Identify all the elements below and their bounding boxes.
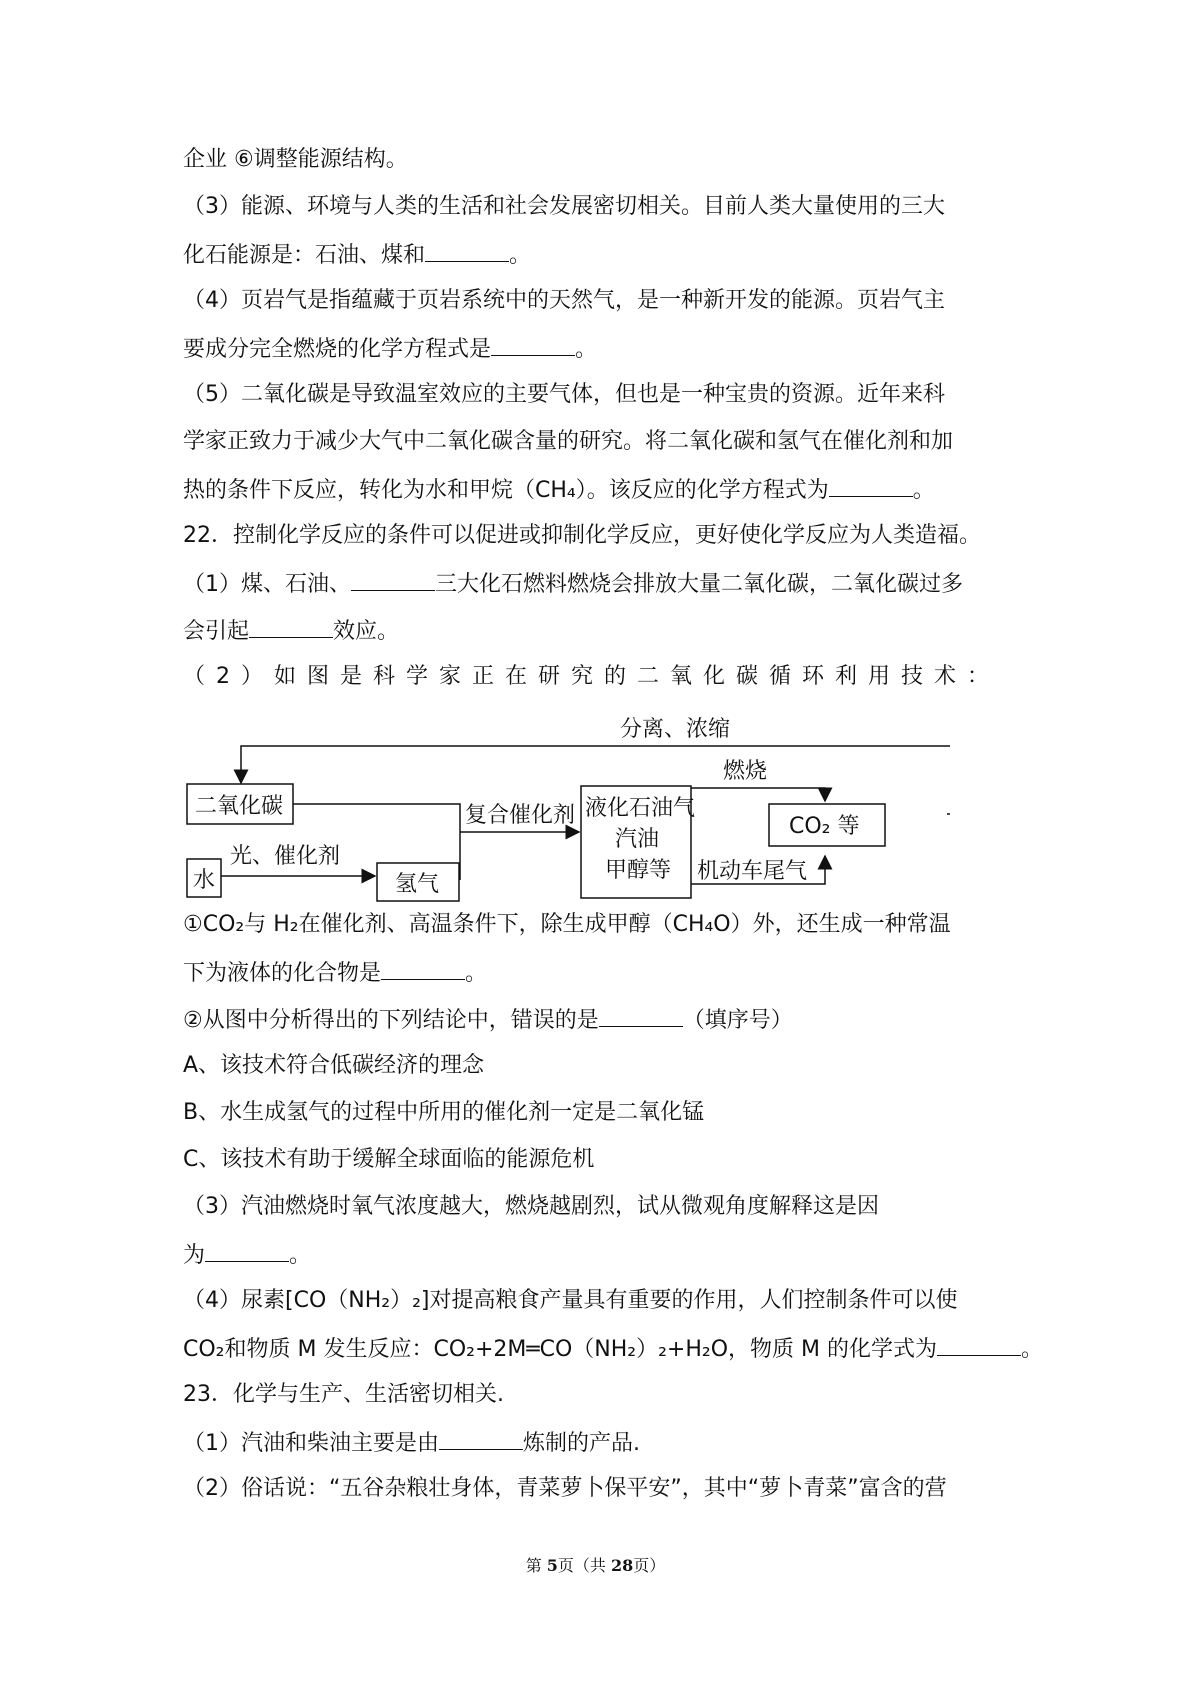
question-22-title: 22．控制化学反应的条件可以促进或抑制化学反应，更好使化学反应为人类造福。 <box>183 523 981 548</box>
text-line: （2）俗话说：“五谷杂粮壮身体，青菜萝卜保平安”，其中“萝卜青菜”富含的营 <box>183 1476 947 1501</box>
label-burn: 燃烧 <box>723 759 768 784</box>
text-line: （3）汽油燃烧时氧气浓度越大，燃烧越剧烈，试从微观角度解释这是因 <box>183 1194 879 1219</box>
page-number: 5 <box>546 1556 558 1575</box>
label-separate: 分离、浓缩 <box>620 717 731 742</box>
svg-text:CO₂ 等: CO₂ 等 <box>789 814 860 839</box>
option-c: C、该技术有助于缓解全球面临的能源危机 <box>183 1147 595 1172</box>
answer-blank[interactable] <box>205 1241 289 1262</box>
text-line: 下为液体的化合物是 。 <box>183 961 488 986</box>
page-footer: 第 5页（共 28页） <box>525 1556 666 1575</box>
option-b: B、水生成氢气的过程中所用的催化剂一定是二氧化锰 <box>183 1100 705 1125</box>
svg-text:甲醇等: 甲醇等 <box>605 858 672 883</box>
answer-blank[interactable] <box>599 1006 683 1027</box>
answer-blank[interactable] <box>829 476 913 497</box>
text-line: （4）页岩气是指蕴藏于页岩系统中的天然气，是一种新开发的能源。页岩气主 <box>183 288 945 313</box>
text-line: 热的条件下反应，转化为水和甲烷（CH₄）。该反应的化学方程式为 。 <box>183 478 935 503</box>
text-line: （1）煤、石油、 三大化石燃料燃烧会排放大量二氧化碳，二氧化碳过多 <box>183 572 964 597</box>
svg-text:液化石油气: 液化石油气 <box>585 796 696 821</box>
label-exhaust: 机动车尾气 <box>697 859 808 884</box>
option-a: A、该技术符合低碳经济的理念 <box>183 1053 485 1078</box>
arrow-burn <box>691 788 825 801</box>
text-line: 会引起 效应。 <box>183 619 400 644</box>
answer-blank[interactable] <box>351 570 435 591</box>
label-composite-catalyst: 复合催化剂 <box>465 803 576 828</box>
answer-blank[interactable] <box>439 1429 523 1450</box>
text-line: （5）二氧化碳是导致温室效应的主要气体，但也是一种宝贵的资源。近年来科 <box>183 382 945 407</box>
svg-text:氢气: 氢气 <box>395 872 440 897</box>
answer-blank[interactable] <box>937 1335 1021 1356</box>
text-line: 学家正致力于减少大气中二氧化碳含量的研究。将二氧化碳和氢气在催化剂和加 <box>183 429 954 454</box>
text-line: 企业 ⑥调整能源结构。 <box>183 147 408 172</box>
text-line: 要成分完全燃烧的化学方程式是 。 <box>183 337 598 362</box>
co2-cycle-diagram <box>175 708 950 904</box>
answer-blank[interactable] <box>381 959 465 980</box>
answer-blank[interactable] <box>425 241 509 262</box>
text-line: （3）能源、环境与人类的生活和社会发展密切相关。目前人类大量使用的三大 <box>183 194 945 219</box>
answer-blank[interactable] <box>491 335 575 356</box>
question-23-title: 23．化学与生产、生活密切相关. <box>183 1382 504 1407</box>
text-line: 化石能源是：石油、煤和 。 <box>183 243 532 268</box>
text-line: （1）汽油和柴油主要是由 炼制的产品. <box>183 1431 640 1456</box>
text-line: ②从图中分析得出的下列结论中，错误的是 （填序号） <box>183 1008 793 1033</box>
svg-text:水: 水 <box>193 868 216 893</box>
svg-text:二氧化碳: 二氧化碳 <box>195 794 284 819</box>
text-line: （2）如图是科学家正在研究的二氧化碳循环利用技术： <box>183 664 1000 689</box>
text-line: ①CO₂与 H₂在催化剂、高温条件下，除生成甲醇（CH₄O）外，还生成一种常温 <box>183 912 951 937</box>
text-line: 为 。 <box>183 1243 312 1268</box>
svg-text:汽油: 汽油 <box>615 827 660 852</box>
text-line: CO₂和物质 M 发生反应：CO₂+2M═CO（NH₂）₂+H₂O，物质 M 的化学式为 。 <box>183 1337 1044 1362</box>
label-light-catalyst: 光、催化剂 <box>230 844 341 869</box>
page-total: 28 <box>611 1556 634 1575</box>
text-line: （4）尿素[CO（NH₂）₂]对提高粮食产量具有重要的作用，人们控制条件可以使 <box>183 1288 958 1313</box>
answer-blank[interactable] <box>249 617 333 638</box>
